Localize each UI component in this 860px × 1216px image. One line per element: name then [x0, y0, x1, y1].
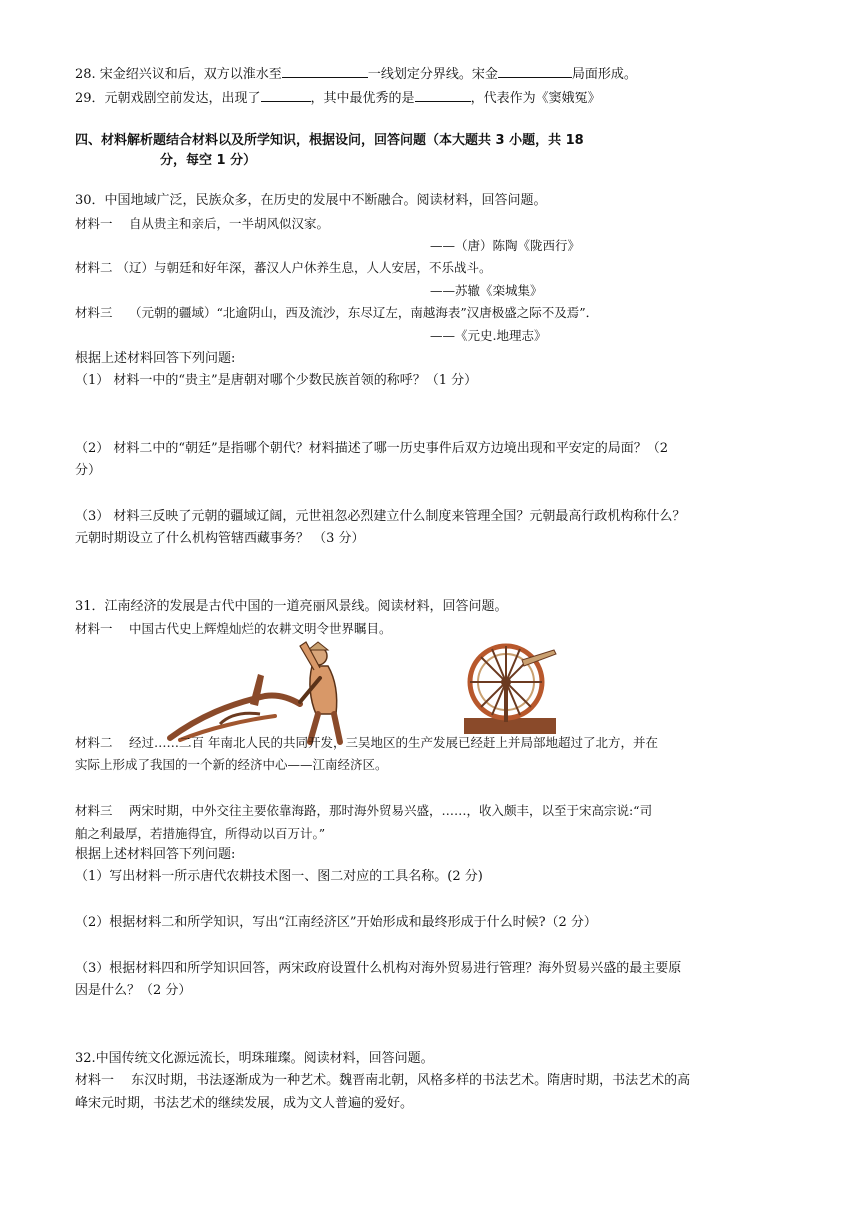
q30-prompt: 根据上述材料回答下列问题:	[75, 351, 236, 366]
q30-sub-3-cont: 元朝时期设立了什么机构管辖西藏事务？ （3 分）	[75, 531, 365, 546]
q30-material-2-source: ——苏辙《栾城集》	[430, 283, 543, 298]
q31-sub-2: （2）根据材料二和所学知识，写出“江南经济区”开始形成和最终形成于什么时候?（2 分）	[75, 915, 597, 930]
answer-blank[interactable]	[282, 64, 368, 78]
q30-material-3: 材料三 （元朝的疆域）“北逾阴山，西及流沙，东尽辽左，南越海表”汉唐极盛之际不及焉”．	[75, 305, 599, 320]
section-heading-cont: 分，每空 1 分）	[160, 153, 257, 168]
q31-intro: 31．江南经济的发展是古代中国的一道亮丽风景线。阅读材料，回答问题。	[75, 599, 508, 614]
water-wheel-illustration	[462, 640, 558, 736]
section-heading: 四、材料解析题结合材料以及所学知识，根据设问，回答问题（本大题共 3 小题，共 18	[75, 133, 584, 148]
q30-sub-3: （3） 材料三反映了元朝的疆域辽阔，元世祖忽必烈建立什么制度来管理全国？元朝最高行政机构称什么？	[75, 509, 686, 524]
q28-text-a: 28. 宋金绍兴议和后，双方以淮水至	[75, 67, 282, 82]
q31-material-2: 材料二 经过……二百 年南北人民的共同开发，三吴地区的生产发展已经赶上并局部地超过了北方，并在	[75, 735, 658, 750]
q30-material-1-source: ——（唐）陈陶《陇西行》	[430, 238, 581, 253]
question-29	[75, 88, 601, 108]
q32-material-1-cont: 峰宋元时期，书法艺术的继续发展，成为文人普遍的爱好。	[75, 1096, 414, 1111]
q31-material-3-cont: 舶之利最厚，若措施得宜，所得动以百万计。”	[75, 826, 326, 841]
answer-blank[interactable]	[415, 88, 471, 102]
q29-text-c: ，代表作为《窦娥冤》	[470, 91, 601, 106]
q31-prompt: 根据上述材料回答下列问题:	[75, 847, 236, 862]
q30-intro: 30．中国地域广泛，民族众多，在历史的发展中不断融合。阅读材料，回答问题。	[75, 193, 547, 208]
q30-sub-2-cont: 分）	[75, 463, 102, 478]
q29-text-a: 29．元朝戏剧空前发达，出现了	[75, 91, 261, 106]
q31-sub-1: （1）写出材料一所示唐代农耕技术图一、图二对应的工具名称。(2 分)	[75, 869, 483, 884]
plough-farmer-illustration	[150, 634, 360, 746]
q31-material-2-cont: 实际上形成了我国的一个新的经济中心——江南经济区。	[75, 757, 388, 772]
q31-material-3: 材料三 两宋时期，中外交往主要依靠海路，那时海外贸易兴盛，……，收入颇丰，以至于宋高宗说:“司	[75, 803, 653, 818]
q30-sub-2: （2） 材料二中的“朝廷”是指哪个朝代？材料描述了哪一历史事件后双方边境出现和平安定的局面？（2	[75, 441, 668, 456]
q30-material-3-source: ——《元史.地理志》	[430, 328, 547, 343]
q32-intro: 32.中国传统文化源远流长，明珠璀璨。阅读材料，回答问题。	[75, 1051, 434, 1066]
question-28	[75, 64, 637, 84]
q30-material-1: 材料一 自从贵主和亲后，一半胡风似汉家。	[75, 216, 329, 231]
q30-sub-1: （1） 材料一中的“贵主”是唐朝对哪个少数民族首领的称呼？（1 分）	[75, 373, 478, 388]
q31-sub-3-cont: 因是什么？（2 分）	[75, 983, 192, 998]
q28-text-c: 局面形成。	[571, 67, 637, 82]
q31-sub-3: （3）根据材料四和所学知识回答，两宋政府设置什么机构对海外贸易进行管理？海外贸易兴盛的最主要原	[75, 961, 682, 976]
answer-blank[interactable]	[498, 64, 572, 78]
answer-blank[interactable]	[261, 88, 311, 102]
q32-material-1: 材料一 东汉时期，书法逐渐成为一种艺术。魏晋南北朝，风格多样的书法艺术。隋唐时期，书法艺术的高	[75, 1073, 691, 1088]
q30-material-2: 材料二 （辽）与朝廷和好年深，蕃汉人户休养生息，人人安居，不乐战斗。	[75, 260, 492, 275]
q28-text-b: 一线划定分界线。宋金	[367, 67, 498, 82]
q29-text-b: ，其中最优秀的是	[310, 91, 415, 106]
q31-material-1: 材料一 中国古代史上辉煌灿烂的农耕文明令世界瞩目。	[75, 621, 392, 636]
